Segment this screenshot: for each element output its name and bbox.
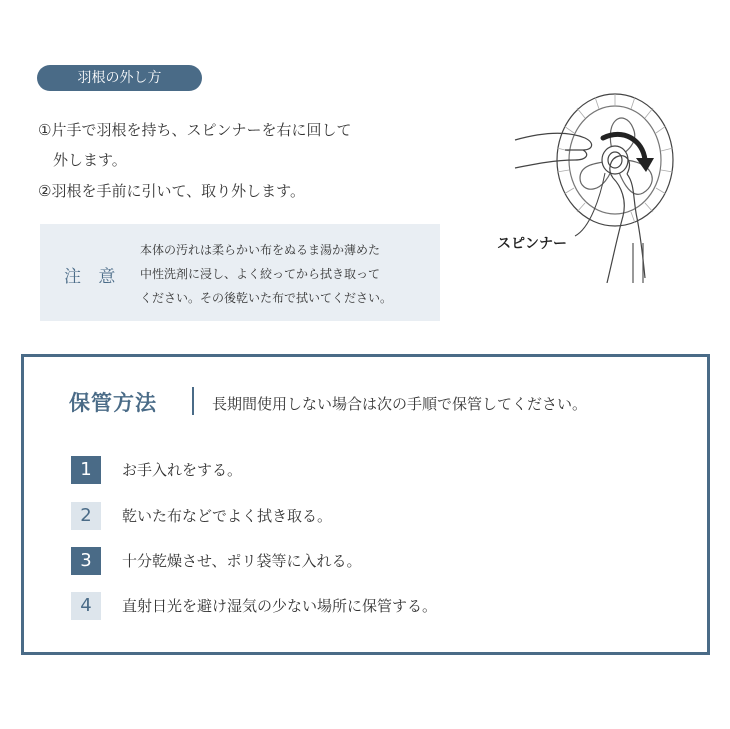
removal-heading: 羽根の外し方 (37, 65, 202, 91)
step-text: 直射日光を避け湿気の少ない場所に保管する。 (122, 597, 438, 615)
step-text: 乾いた布などでよく拭き取る。 (122, 507, 333, 525)
storage-description: 長期間使用しない場合は次の手順で保管してください。 (212, 395, 588, 413)
caution-note (40, 224, 440, 321)
step-number-badge: 4 (71, 592, 101, 620)
step-text: 十分乾燥させ、ポリ袋等に入れる。 (122, 552, 362, 570)
caution-label: 注 意 (64, 267, 122, 287)
step-text: お手入れをする。 (122, 461, 243, 479)
caution-line-3: ください。その後乾いた布で拭いてください。 (140, 291, 393, 305)
fan-blade-removal-illustration (495, 88, 685, 287)
step-number-badge: 2 (71, 502, 101, 530)
step-number-badge: 1 (71, 456, 101, 484)
removal-step-1: ①片手で羽根を持ち、スピンナーを右に回して (38, 121, 352, 139)
step-number-badge: 3 (71, 547, 101, 575)
removal-step-1-continued: 外します。 (38, 151, 127, 169)
caution-line-2: 中性洗剤に浸し、よく絞ってから拭き取って (140, 267, 381, 281)
storage-section (21, 354, 710, 655)
caution-line-1: 本体の汚れは柔らかい布をぬるま湯か薄めた (140, 243, 381, 257)
storage-title: 保管方法 (69, 391, 157, 415)
fan-illustration-svg (495, 88, 685, 283)
removal-step-2: ②羽根を手前に引いて、取り外します。 (38, 182, 305, 200)
title-divider (192, 387, 194, 415)
spinner-callout-label: スピンナー (497, 236, 567, 252)
